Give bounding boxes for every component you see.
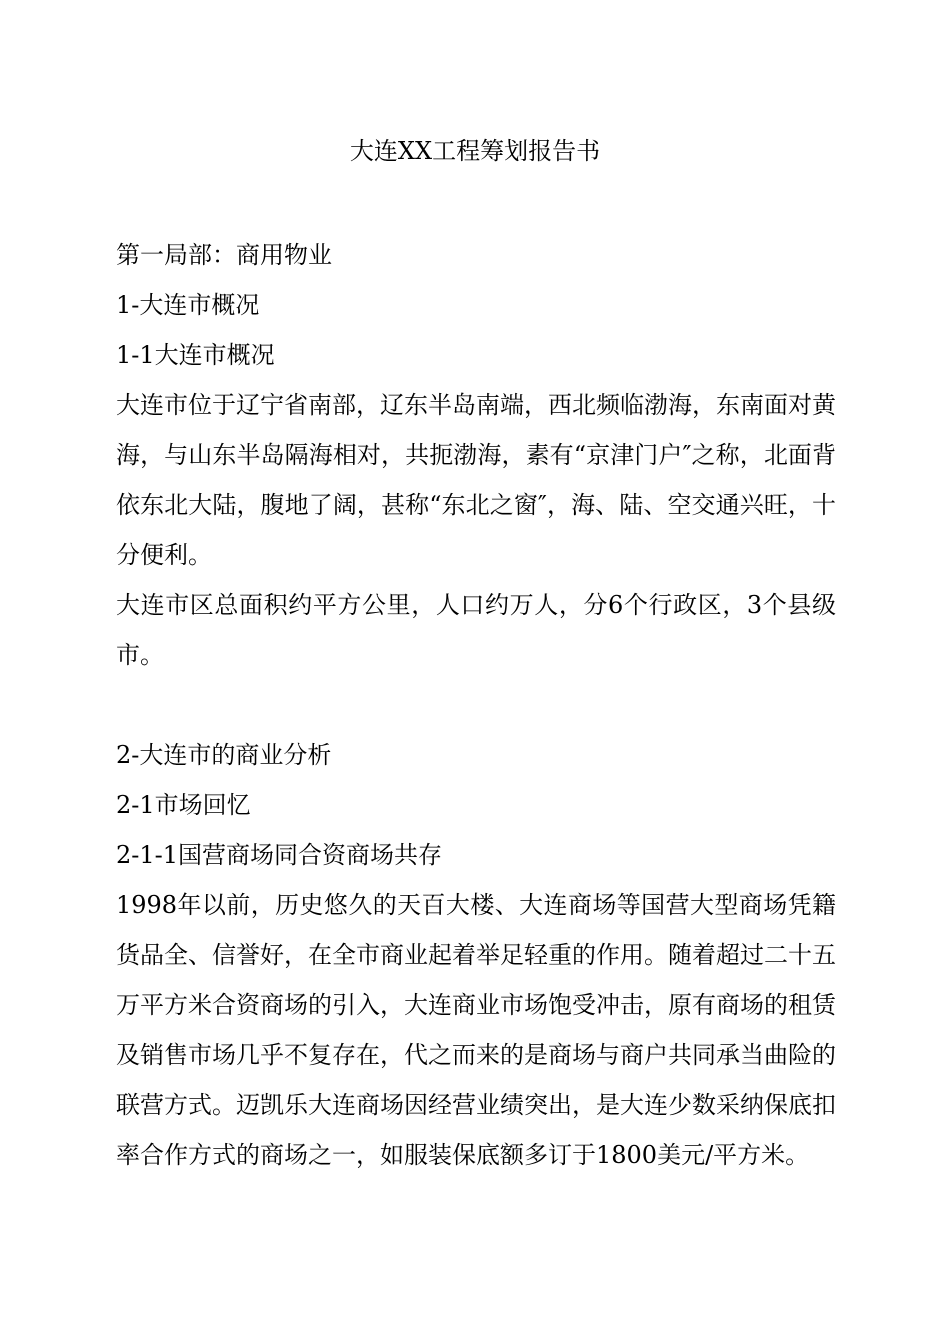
section-1-paragraph-1: 大连市位于辽宁省南部，辽东半岛南端，西北频临渤海，东南面对黄海，与山东半岛隔海相对，共扼渤海，素有“京津门户″之称，北面背依东北大陆，腹地了阔，甚称“东北之窗″，海、陆、空交通兴旺，十分便利。 bbox=[116, 391, 836, 569]
part-heading: 第一局部：商用物业 bbox=[116, 241, 332, 269]
section-2-paragraph-1: 1998年以前，历史悠久的天百大楼、大连商场等国营大型商场凭籍货品全、信誉好，在全市商业起着举足轻重的作用。随着超过二十五万平方米合资商场的引入，大连商业市场饱受冲击，原有商场的租赁及销售市场几乎不复存在，代之而来的是商场与商户共同承当曲险的联营方式。迈凯乐大连商场因经营业绩突出，是大连少数采纳保底扣率合作方式的商场之一，如服装保底额多订于1800美元/平方米。 bbox=[116, 891, 836, 1169]
section-1-1-heading: 1-1大连市概况 bbox=[116, 341, 275, 369]
section-1-heading: 1-大连市概况 bbox=[116, 291, 260, 319]
document-title: 大连XX工程筹划报告书 bbox=[349, 137, 601, 165]
document-body bbox=[116, 230, 836, 1180]
section-1-paragraph-2: 大连市区总面积约平方公里，人口约万人，分6个行政区，3个县级市。 bbox=[116, 591, 836, 669]
section-2-1-1-heading: 2-1-1国营商场同合资商场共存 bbox=[116, 841, 443, 869]
blank-line bbox=[116, 680, 836, 730]
section-2-heading: 2-大连市的商业分析 bbox=[116, 741, 332, 769]
section-2-1-heading: 2-1市场回忆 bbox=[116, 791, 251, 819]
